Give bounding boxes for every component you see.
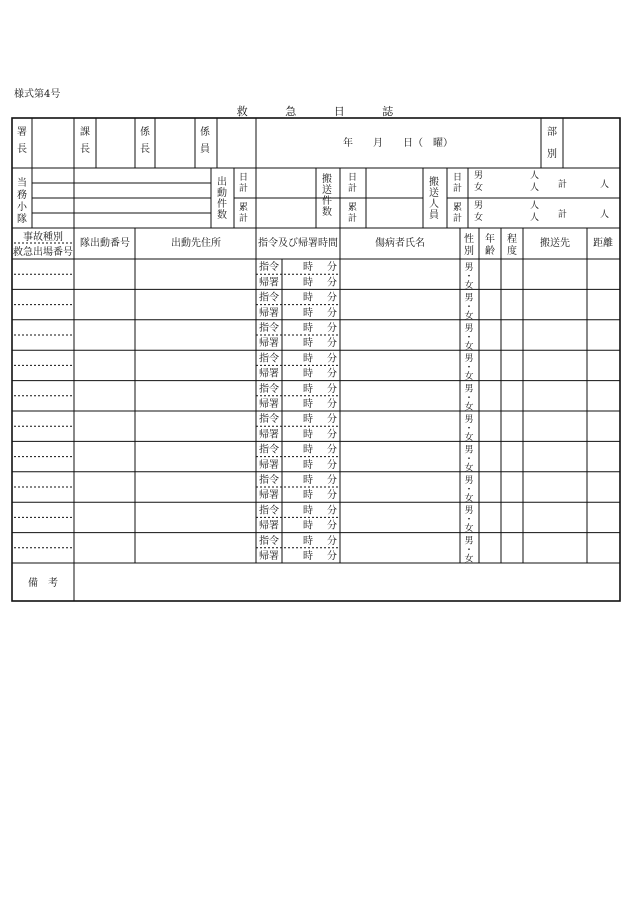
hour-label: 時 [303,551,313,562]
hour-label: 時 [303,277,313,289]
form-number: 様式第4号 [14,89,61,100]
sex-separator: ・ [464,332,474,343]
sex-female-option: 女 [464,554,474,565]
command-label: 指令 [259,262,279,274]
sex-separator: ・ [464,424,474,434]
people-daily-label-char: 計 [453,184,463,194]
transport-people-label-char: 員 [429,210,439,221]
female-label-daily: 女 [474,183,484,193]
sex-female-option: 女 [464,402,474,413]
total-unit-daily: 人 [600,180,610,190]
transport-people-label-char: 人 [429,199,439,210]
hour-label: 時 [303,414,313,426]
minute-label: 分 [327,459,337,471]
minute-label: 分 [327,414,337,426]
total-label-cumulative: 計 [558,210,568,220]
document-title: 救 急 日 誌 [236,105,411,118]
sex-female-option: 女 [464,311,474,322]
department-label-char: 部 [547,127,557,138]
transport-daily-label-char: 日 [348,173,358,183]
sex-header-char: 別 [464,246,474,257]
sex-male-option: 男 [464,354,474,365]
minute-label: 分 [327,368,337,380]
sex-male-option: 男 [464,415,474,425]
sex-female-option: 女 [464,493,474,504]
severity-header-char: 程 [507,234,517,245]
duty-unit-label-char: 務 [17,190,27,201]
minute-label: 分 [327,399,337,410]
command-label: 指令 [259,475,279,486]
unit-dispatch-no-header: 隊出動番号 [80,238,130,249]
transport-cumulative-label-char: 計 [348,214,358,224]
minute-label: 分 [327,262,337,274]
command-label: 指令 [259,323,279,334]
transport-people-label-char: 搬 [429,177,439,188]
dispatch-count-label-char: 出 [217,177,227,188]
return-label: 帰署 [259,490,279,502]
incident-type-header: 事故種別 [23,232,63,243]
age-header-char: 齢 [485,246,495,257]
return-label: 帰署 [259,368,279,380]
dispatch-count-label-char: 動 [217,188,227,199]
chief-label-char: 長 [17,144,27,155]
minute-label: 分 [327,277,337,289]
people-cumulative-label-char: 累 [453,203,463,213]
dispatch-count-label-char: 件 [217,199,227,210]
hour-label: 時 [303,323,313,334]
sex-male-option: 男 [464,293,474,304]
sex-female-option: 女 [464,372,474,383]
sex-female-option: 女 [464,524,474,535]
subsection-chief-label-char: 長 [140,144,150,155]
transport-daily-label-char: 計 [348,184,358,194]
remarks-label: 備 考 [28,578,58,589]
minute-label: 分 [327,323,337,334]
return-label: 帰署 [259,429,279,441]
sex-male-option: 男 [464,475,474,486]
chief-label-char: 署 [17,127,27,138]
minute-label: 分 [327,520,337,532]
sex-separator: ・ [464,454,474,465]
transport-count-label-char: 搬 [322,174,332,185]
command-label: 指令 [259,383,279,395]
date-line: 年 月 日（ 曜） [343,138,453,149]
sex-male-option: 男 [464,536,474,547]
hour-label: 時 [303,429,313,441]
hour-label: 時 [303,292,313,304]
dispatch-daily-label-char: 日 [239,173,249,183]
sex-male-option: 男 [464,263,474,273]
return-label: 帰署 [259,338,279,350]
command-label: 指令 [259,505,279,517]
subsection-chief-label-char: 係 [140,127,150,138]
people-cumulative-label-char: 計 [453,214,463,224]
sex-male-option: 男 [464,384,474,395]
sex-separator: ・ [464,484,474,495]
section-chief-label-char: 長 [80,144,90,155]
destination-address-header: 出動先住所 [171,238,221,249]
minute-label: 分 [327,383,337,395]
minute-label: 分 [327,444,337,456]
minute-label: 分 [327,292,337,304]
distance-header: 距離 [593,238,613,249]
minute-label: 分 [327,551,337,562]
hour-label: 時 [303,307,313,319]
return-label: 帰署 [259,399,279,410]
male-label-cumulative: 男 [474,201,484,211]
sex-male-option: 男 [464,506,474,517]
duty-unit-label-char: 小 [17,202,27,213]
sex-separator: ・ [464,302,474,313]
sex-separator: ・ [464,515,474,526]
command-label: 指令 [259,414,279,426]
minute-label: 分 [327,429,337,441]
sex-separator: ・ [464,393,474,404]
command-label: 指令 [259,444,279,456]
hour-label: 時 [303,444,313,456]
hour-label: 時 [303,475,313,486]
section-chief-label-char: 課 [80,127,90,138]
people-daily-label-char: 日 [453,173,463,183]
sex-separator: ・ [464,545,474,556]
department-label-char: 別 [547,149,557,160]
hour-label: 時 [303,353,313,365]
sex-female-option: 女 [464,341,474,352]
hour-label: 時 [303,520,313,532]
command-label: 指令 [259,292,279,304]
return-label: 帰署 [259,520,279,532]
female-label-cumulative: 女 [474,213,484,223]
transport-cumulative-label-char: 累 [348,203,358,213]
minute-label: 分 [327,505,337,517]
dispatch-count-label-char: 数 [217,210,227,221]
total-unit-cumulative: 人 [600,210,610,220]
hour-label: 時 [303,262,313,274]
minute-label: 分 [327,535,337,547]
hour-label: 時 [303,535,313,547]
hour-label: 時 [303,490,313,502]
sex-separator: ・ [464,272,474,282]
dispatch-daily-label-char: 計 [239,184,249,194]
sex-male-option: 男 [464,445,474,456]
person-unit-daily: 人 [530,183,540,193]
transport-people-label-char: 送 [429,188,439,199]
transport-count-label-char: 件 [322,196,332,207]
minute-label: 分 [327,307,337,319]
duty-unit-label-char: 隊 [17,214,27,225]
person-unit-cumulative: 人 [530,213,540,223]
dispatch-cumulative-label-char: 累 [239,203,249,213]
total-label-daily: 計 [558,180,568,190]
dispatch-cumulative-label-char: 計 [239,214,249,224]
minute-label: 分 [327,490,337,502]
person-unit-daily: 人 [530,171,540,181]
dispatch-no-header: 救急出場番号 [13,247,73,258]
duty-unit-label-char: 当 [17,178,27,189]
transport-count-label-char: 送 [322,185,332,196]
hour-label: 時 [303,459,313,471]
staff-label-char: 員 [200,144,210,155]
transport-count-label-char: 数 [322,207,332,218]
command-return-time-header: 指令及び帰署時間 [258,238,338,249]
minute-label: 分 [327,338,337,350]
return-label: 帰署 [259,459,279,471]
command-label: 指令 [259,353,279,365]
sex-female-option: 女 [464,281,474,291]
hour-label: 時 [303,383,313,395]
hour-label: 時 [303,338,313,350]
return-label: 帰署 [259,277,279,289]
patient-name-header: 傷病者氏名 [375,238,425,249]
sex-separator: ・ [464,363,474,374]
return-label: 帰署 [259,307,279,319]
minute-label: 分 [327,353,337,365]
command-label: 指令 [259,535,279,547]
sex-female-option: 女 [464,433,474,443]
sex-female-option: 女 [464,463,474,474]
sex-header-char: 性 [464,234,474,245]
minute-label: 分 [327,475,337,486]
transport-destination-header: 搬送先 [540,238,570,249]
hour-label: 時 [303,505,313,517]
hour-label: 時 [303,368,313,380]
return-label: 帰署 [259,551,279,562]
age-header-char: 年 [485,234,495,245]
severity-header-char: 度 [507,246,517,257]
person-unit-cumulative: 人 [530,201,540,211]
male-label-daily: 男 [474,171,484,181]
sex-male-option: 男 [464,323,474,334]
staff-label-char: 係 [200,127,210,138]
hour-label: 時 [303,399,313,410]
